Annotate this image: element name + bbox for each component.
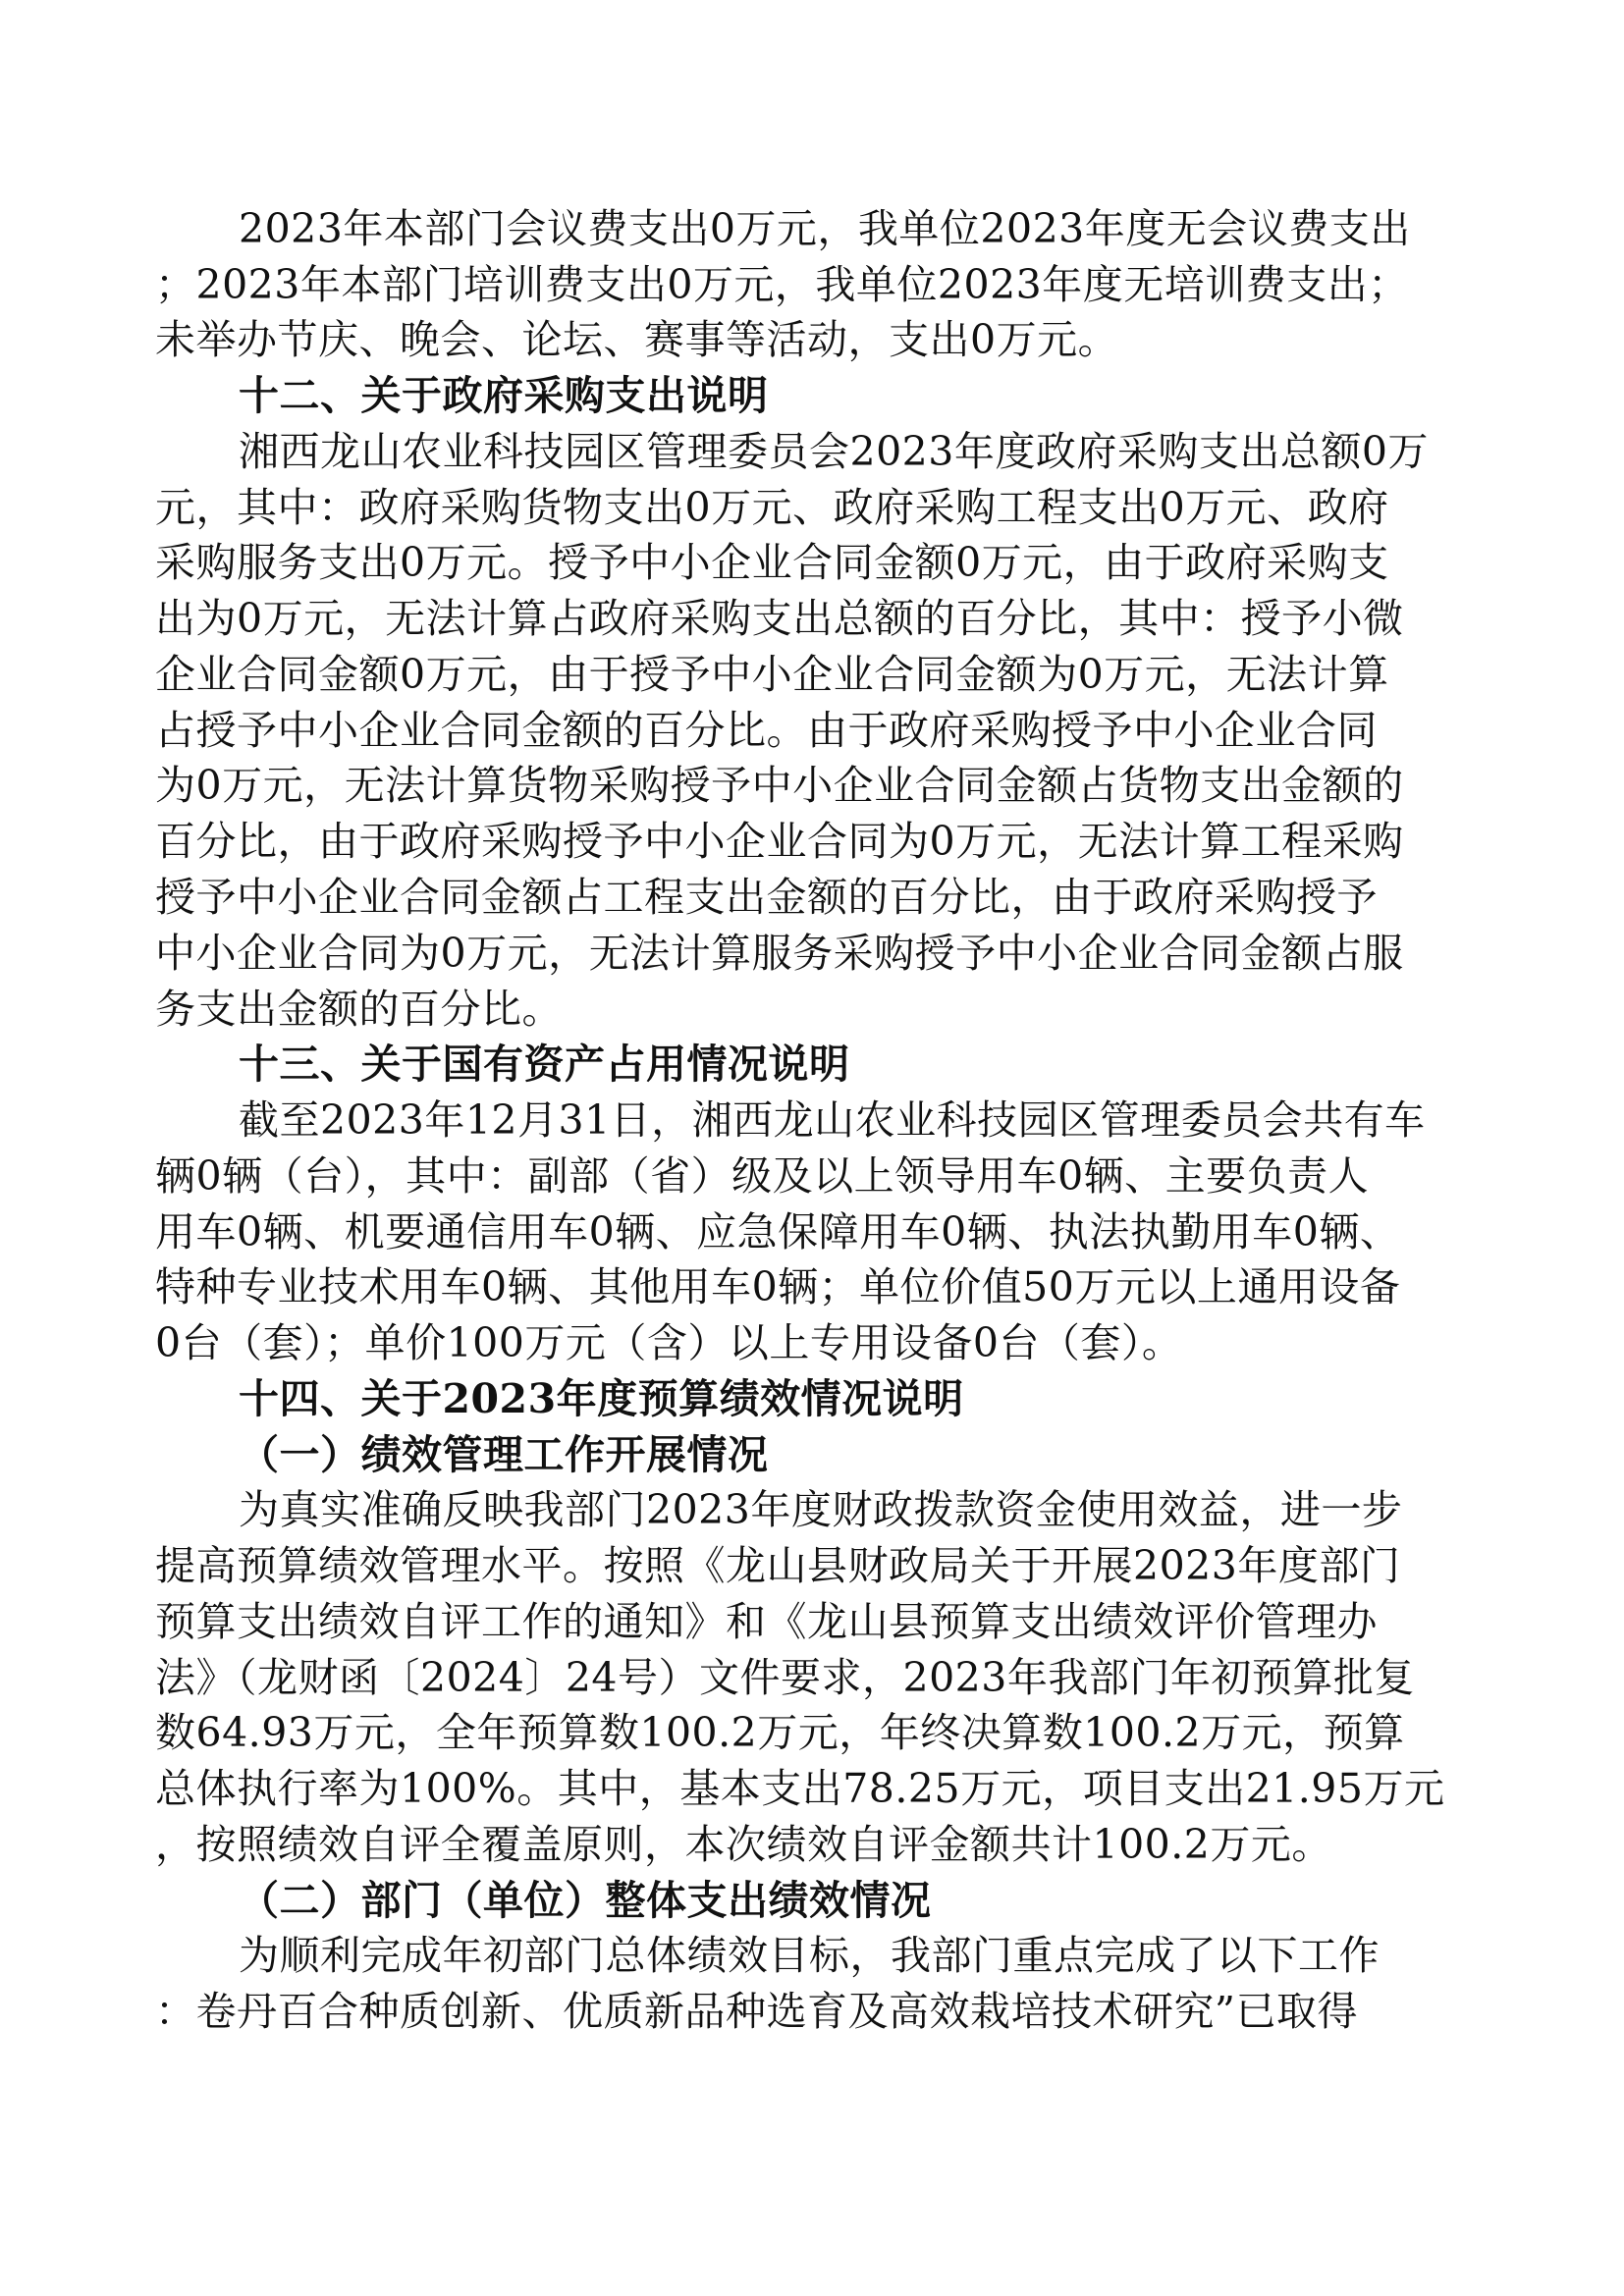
paragraph-line: 0台（套）；单价100万元（含）以上专用设备0台（套）。 — [155, 1319, 1183, 1366]
paragraph-line: 数64.93万元，全年预算数100.2万元，年终决算数100.2万元，预算 — [155, 1709, 1405, 1756]
paragraph-line: 采购服务支出0万元。授予中小企业合同金额0万元，由于政府采购支 — [155, 539, 1389, 586]
paragraph-line: 特种专业技术用车0辆、其他用车0辆；单位价值50万元以上通用设备 — [155, 1263, 1401, 1310]
section-heading-14: 十四、关于2023年度预算绩效情况说明 — [239, 1375, 964, 1422]
paragraph-line: 用车0辆、机要通信用车0辆、应急保障用车0辆、执法执勤用车0辆、 — [155, 1208, 1401, 1255]
paragraph-line: 授予中小企业合同金额占工程支出金额的百分比，由于政府采购授予 — [155, 874, 1378, 921]
paragraph-line: 湘西龙山农业科技园区管理委员会2023年度政府采购支出总额0万 — [239, 428, 1429, 475]
paragraph-line: 预算支出绩效自评工作的通知》和《龙山县预算支出绩效评价管理办 — [155, 1598, 1378, 1645]
paragraph-line: 总体执行率为100%。其中，基本支出78.25万元，项目支出21.95万元 — [155, 1765, 1445, 1812]
paragraph-line: 截至2023年12月31日，湘西龙山农业科技园区管理委员会共有车 — [239, 1096, 1426, 1144]
paragraph-line: 为顺利完成年初部门总体绩效目标，我部门重点完成了以下工作 — [239, 1932, 1380, 1979]
paragraph-line: 未举办节庆、晚会、论坛、赛事等活动，支出0万元。 — [155, 316, 1119, 363]
paragraph-line: ，按照绩效自评全覆盖原则，本次绩效自评金额共计100.2万元。 — [155, 1821, 1332, 1868]
subsection-heading-1: （一）绩效管理工作开展情况 — [239, 1431, 769, 1478]
subsection-heading-2: （二）部门（单位）整体支出绩效情况 — [239, 1877, 932, 1924]
paragraph-line: 元，其中：政府采购货物支出0万元、政府采购工程支出0万元、政府 — [155, 484, 1389, 531]
paragraph-line: ：卷丹百合种质创新、优质新品种选育及高效栽培技术研究”已取得 — [155, 1988, 1358, 2035]
paragraph-line: 百分比，由于政府采购授予中小企业合同为0万元，无法计算工程采购 — [155, 818, 1404, 865]
paragraph-line: 中小企业合同为0万元，无法计算服务采购授予中小企业合同金额占服 — [155, 930, 1404, 977]
paragraph-line: 务支出金额的百分比。 — [155, 986, 563, 1033]
paragraph-line: 提高预算绩效管理水平。按照《龙山县财政局关于开展2023年度部门 — [155, 1542, 1401, 1589]
paragraph-line: 辆0辆（台），其中：副部（省）级及以上领导用车0辆、主要负责人 — [155, 1152, 1370, 1200]
paragraph-line: ；2023年本部门培训费支出0万元，我单位2023年度无培训费支出； — [155, 261, 1409, 308]
paragraph-line: 企业合同金额0万元，由于授予中小企业合同金额为0万元，无法计算 — [155, 651, 1389, 698]
section-heading-13: 十三、关于国有资产占用情况说明 — [239, 1041, 850, 1088]
paragraph-line: 占授予中小企业合同金额的百分比。由于政府采购授予中小企业合同 — [155, 707, 1378, 754]
paragraph-line: 2023年本部门会议费支出0万元，我单位2023年度无会议费支出 — [239, 205, 1411, 252]
paragraph-line: 出为0万元，无法计算占政府采购支出总额的百分比，其中：授予小微 — [155, 595, 1404, 642]
paragraph-line: 法》（龙财函〔2024〕24号）文件要求，2023年我部门年初预算批复 — [155, 1654, 1415, 1701]
paragraph-line: 为0万元，无法计算货物采购授予中小企业合同金额占货物支出金额的 — [155, 762, 1404, 809]
paragraph-line: 为真实准确反映我部门2023年度财政拨款资金使用效益，进一步 — [239, 1486, 1403, 1533]
section-heading-12: 十二、关于政府采购支出说明 — [239, 372, 769, 419]
